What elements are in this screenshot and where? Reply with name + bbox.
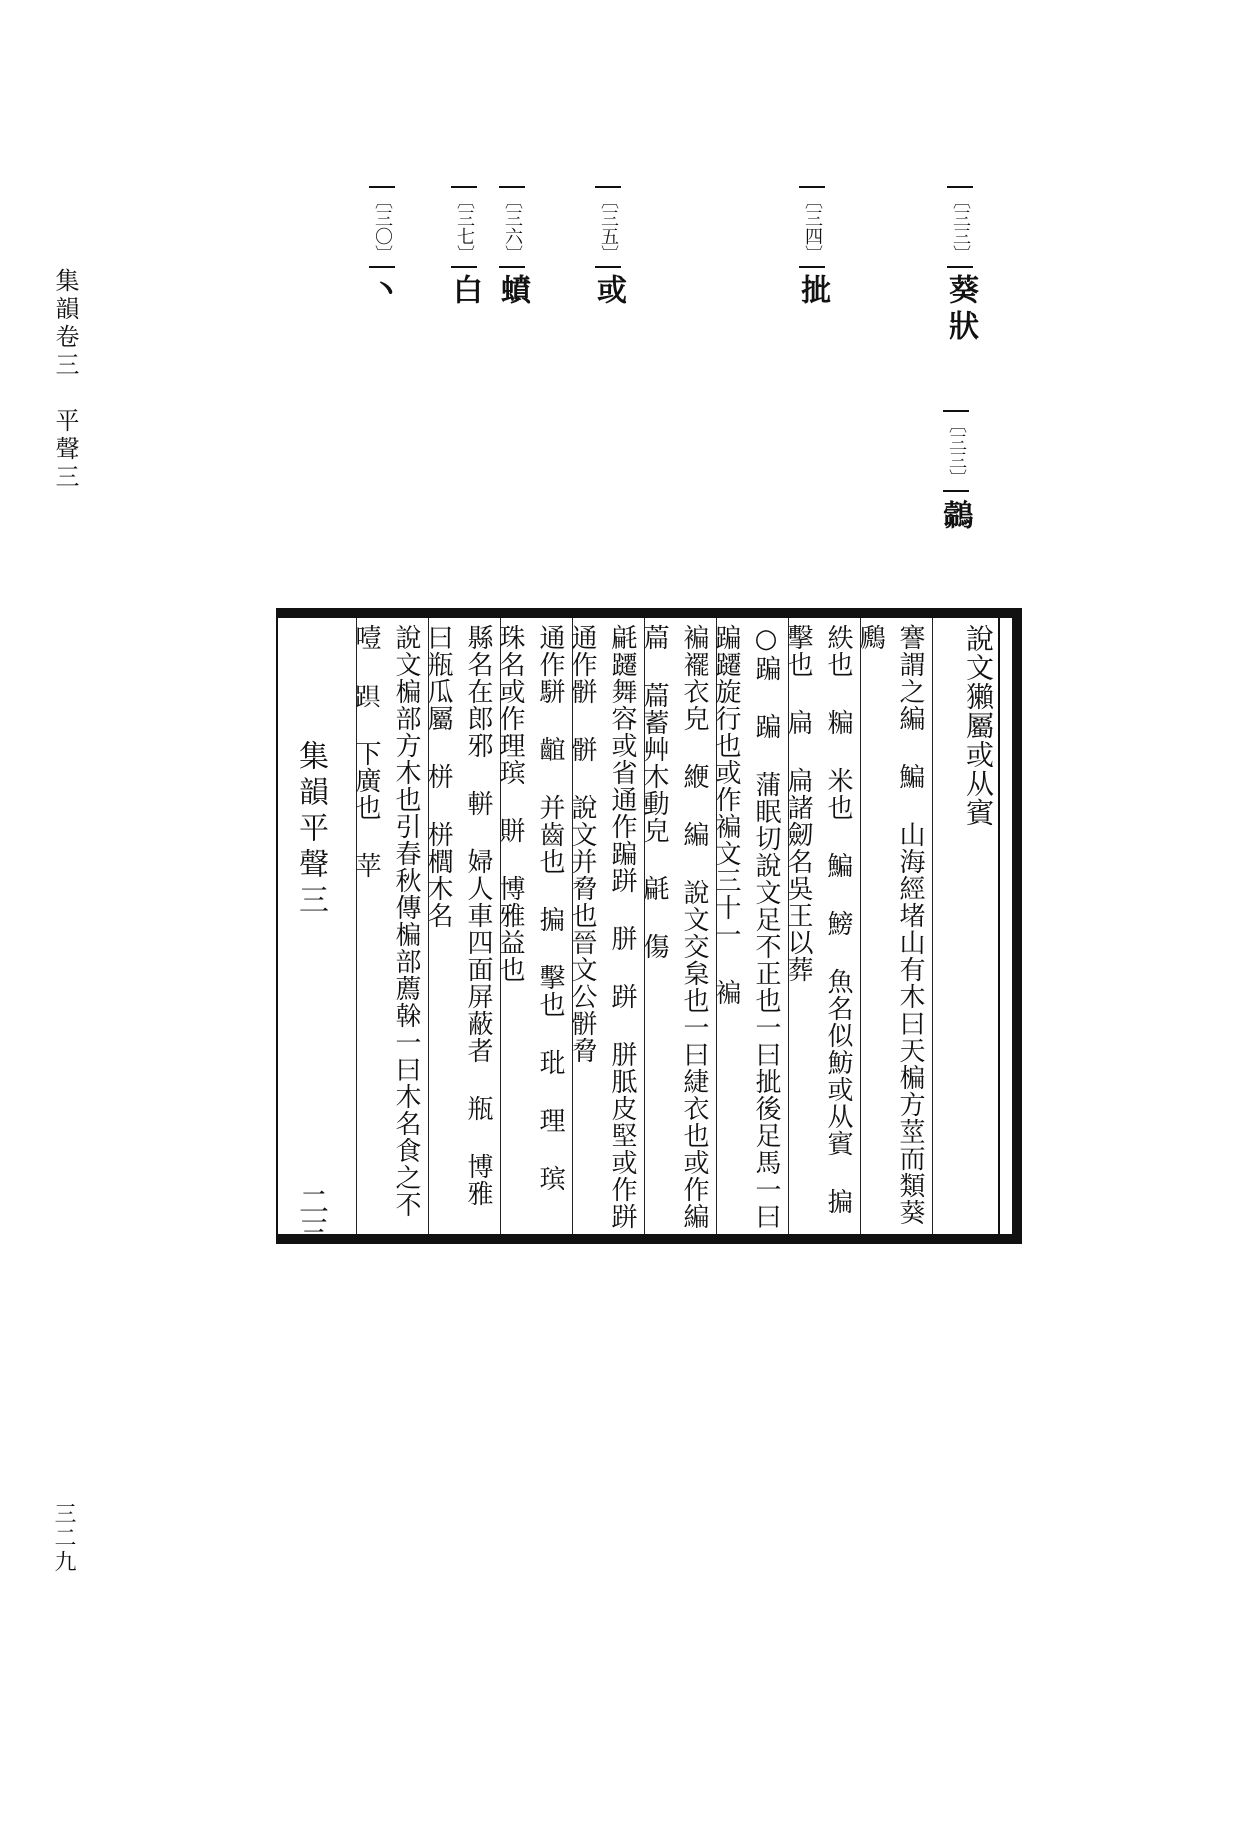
- plate-title: 集韻平聲三: [293, 740, 328, 920]
- note-text: 或: [591, 274, 626, 310]
- collation-note: [442, 186, 486, 310]
- note-text: 丶: [365, 274, 400, 310]
- section-title: 平聲三: [51, 408, 79, 492]
- frame-bottom-border: [276, 1234, 1018, 1244]
- column-text: 通作駢 𪘲 并齒也 揙 擊也 玭 理 瑸 珠名或作理瑸 賆 博雅益也: [495, 624, 565, 1192]
- column-text: 㲢躚舞容或省通作蹁跰 胼 跰 胼胝皮堅或作跰通作骿 骿 說文并脅也晉文公骿脅: [567, 624, 637, 1230]
- note-mark: 〔三七〕: [451, 186, 477, 268]
- leaf-number: 二三: [293, 1186, 328, 1246]
- text-column: [855, 624, 930, 1230]
- note-text: 白: [447, 274, 482, 310]
- frame-left-rule: [276, 618, 278, 1234]
- column-text: 縣名在郎邪 軿 婦人車四面屏蔽者 瓶 博雅曰瓶瓜屬 栟 栟櫚木名: [423, 624, 493, 1207]
- column-text: 說文獺屬或从賓: [962, 624, 995, 827]
- page-number: 三二九: [51, 1502, 76, 1574]
- column-text: 褊襬衣皃 緶 編 說文交枲也一曰緁衣也或作編 萹 萹蓄艸木動皃 㲢 傷: [639, 624, 709, 1230]
- woodblock-plate: [276, 608, 1018, 1244]
- note-mark: 〔三六〕: [499, 186, 525, 268]
- note-text: 㧗: [795, 274, 830, 310]
- frame-inner-rule: [998, 618, 1000, 1234]
- column-text: 說文楄部方木也引春秋傳楄部薦榦一曰木名食之不噎 𨁺 下廣也 苹: [351, 624, 421, 1218]
- text-column: [936, 624, 998, 1230]
- column-rule: [932, 618, 933, 1234]
- collation-note: [938, 410, 975, 534]
- collation-note: [938, 186, 982, 346]
- book-title: 集韻卷三: [51, 268, 79, 380]
- text-column: [567, 624, 642, 1230]
- column-text: 謇謂之編 鯿 山海經堵山有木曰天楄方莖而類葵 鷉: [855, 624, 925, 1226]
- note-mark: 〔三三〕: [943, 410, 969, 492]
- column-text: 紩也 糄 米也 鯿 鰟 魚名似魴或从賓 揙 擊也 扁 扁諸劒名吳王以葬: [783, 624, 853, 1215]
- collation-note: [490, 186, 534, 310]
- frame-top-border: [276, 608, 1018, 618]
- column-text: ○蹁 蹁 蒲眠切說文足不正也一曰㧗後足馬一曰蹁躚旋行也或作褊文三十一 褊: [711, 624, 781, 1230]
- note-mark: 〔三〇〕: [369, 186, 395, 268]
- text-column: [351, 624, 426, 1230]
- text-column: [423, 624, 498, 1230]
- column-rule: [860, 618, 861, 1234]
- running-head: [48, 268, 83, 492]
- text-column: [639, 624, 714, 1230]
- note-text: 葵狀: [943, 274, 978, 346]
- collation-note: [360, 186, 404, 310]
- collation-note: [586, 186, 630, 310]
- text-column: [783, 624, 858, 1230]
- note-mark: 〔三五〕: [595, 186, 621, 268]
- note-mark: 〔三四〕: [799, 186, 825, 268]
- note-text: 蟦: [495, 274, 530, 310]
- text-column: [495, 624, 570, 1230]
- frame-right-border: [1012, 608, 1022, 1244]
- note-text: 𪄽: [939, 498, 974, 534]
- collation-note: [790, 186, 834, 310]
- note-mark: 〔三三〕: [947, 186, 973, 268]
- text-column: [711, 624, 786, 1230]
